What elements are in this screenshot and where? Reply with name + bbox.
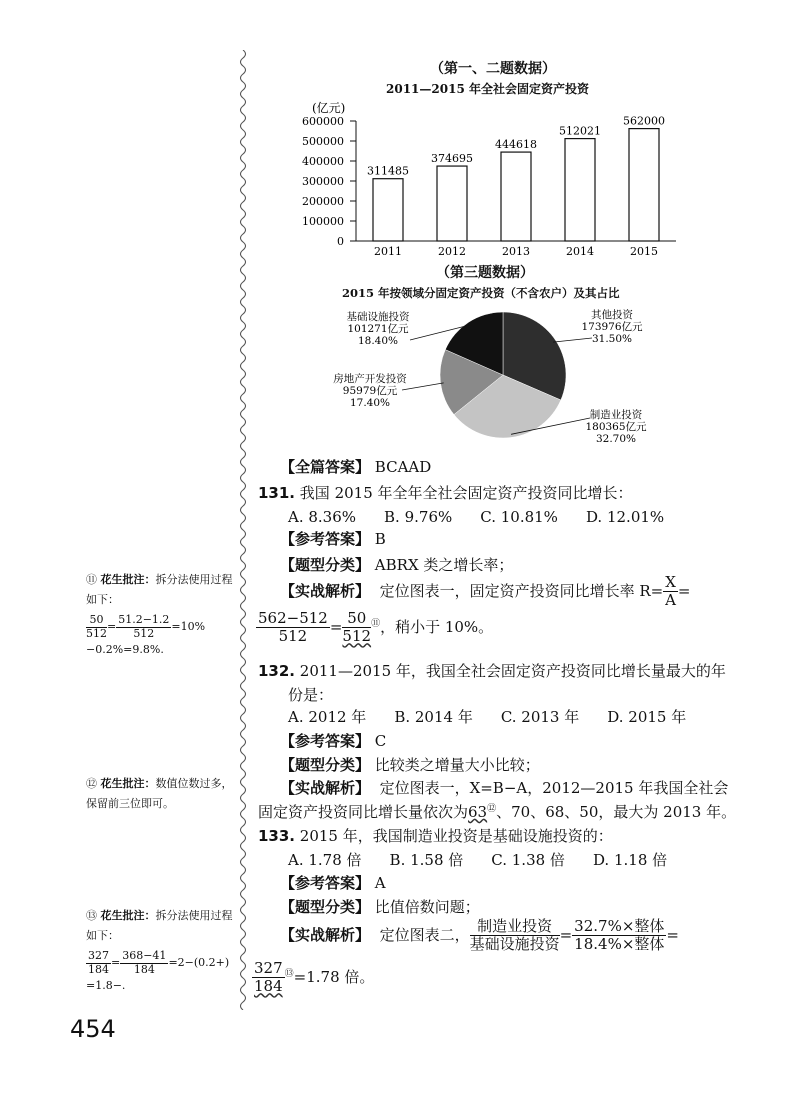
option-d: D. 12.01% xyxy=(585,508,665,526)
y-tick-label: 200000 xyxy=(302,195,344,208)
pie-label-percent: 17.40% xyxy=(349,397,391,409)
q131-ref: 【参考答案】 B xyxy=(280,530,386,548)
q133-analysis-2: $\frac{327}{184}$ ⑬=1.78 倍。 xyxy=(254,959,375,996)
pie-label-name: 房地产开发投资 xyxy=(333,373,407,385)
q131-analysis-1: 【实战解析】 定位图表一，固定资产投资同比增长率 R= $\frac{X}{A}$ = xyxy=(280,573,691,610)
fraction: $\frac{X}{A}$ xyxy=(665,573,676,610)
y-tick-label: 600000 xyxy=(302,115,344,128)
x-tick-label: 2014 xyxy=(566,245,594,258)
pie-label-percent: 32.70% xyxy=(595,433,637,445)
bar-value-label: 311485 xyxy=(367,164,409,178)
q131-stem: 131. 我国 2015 年全年全社会固定资产投资同比增长： xyxy=(258,484,633,502)
x-tick-label: 2011 xyxy=(374,245,402,258)
bar-value-label: 562000 xyxy=(623,114,665,128)
x-tick-label: 2013 xyxy=(502,245,530,258)
q132-type: 【题型分类】 比较类之增量大小比较； xyxy=(280,756,540,774)
option-a: A. 2012 年 xyxy=(288,708,367,726)
option-a: A. 8.36% xyxy=(288,508,357,526)
chart2-title: 2015 年按领域分固定资产投资（不含农户）及其占比 xyxy=(342,286,620,300)
sidenote-11: ⑪ 花生批注：拆分法使用过程如下： $\frac{50}{512}$ = $\frac{51.2-1.2}{512}$ =10% −0.2%=9.8%. xyxy=(86,573,233,657)
chart1-title: 2011—2015 年全社会固定资产投资 xyxy=(386,82,589,96)
q133-options xyxy=(288,849,695,870)
answer-all: 【全篇答案】 BCAAD xyxy=(280,458,432,476)
page-number: 454 xyxy=(70,1015,116,1043)
q133-ref: 【参考答案】 A xyxy=(280,874,386,892)
pie-label-name: 基础设施投资 xyxy=(346,311,410,323)
option-b: B. 2014 年 xyxy=(394,708,473,726)
pie-label-percent: 18.40% xyxy=(357,335,399,347)
y-tick-label: 400000 xyxy=(302,155,344,168)
q131-options xyxy=(288,508,692,526)
bar-value-label: 444618 xyxy=(495,138,537,152)
fraction: $\frac{50}{512}$ xyxy=(342,609,372,646)
option-c: C. 1.38 倍 xyxy=(491,851,565,869)
y-tick-label: 100000 xyxy=(302,215,344,228)
y-tick-label: 500000 xyxy=(302,135,344,148)
y-tick-label: 0 xyxy=(337,235,344,248)
bar-value-label: 512021 xyxy=(559,124,601,138)
q132-analysis-1: 【实战解析】 定位图表一，X=B−A，2012—2015 年我国全社会 xyxy=(280,779,729,797)
option-d: D. 2015 年 xyxy=(607,708,687,726)
q132-analysis-2: 固定资产投资同比增长量依次为63⑫、70、68、50，最大为 2013 年。 xyxy=(258,803,737,821)
fraction: $\frac{\text{32.7\%×整体}}{\text{18.4\%×整体}}$ xyxy=(574,917,665,954)
option-d: D. 1.18 倍 xyxy=(592,851,668,869)
option-c: C. 10.81% xyxy=(480,508,558,526)
section2-label: （第三题数据） xyxy=(436,265,534,281)
fraction: $\frac{327}{184}$ xyxy=(254,959,283,996)
fraction: $\frac{\text{制造业投资}}{\text{基础设施投资}}$ xyxy=(469,917,560,954)
section1-label: （第一、二题数据） xyxy=(430,61,556,77)
y-tick-label: 300000 xyxy=(302,175,344,188)
option-b: B. 1.58 倍 xyxy=(389,851,464,869)
x-tick-label: 2015 xyxy=(630,245,658,258)
pie-label-name: 制造业投资 xyxy=(589,409,643,421)
option-a: A. 1.78 倍 xyxy=(288,851,362,869)
bar-value-label: 374695 xyxy=(431,152,473,166)
pie-label-name: 其他投资 xyxy=(591,309,633,321)
pie-label-value: 180365亿元 xyxy=(585,421,647,433)
q133-analysis-1: 【实战解析】 定位图表二， $\frac{\text{制造业投资}}{\text{基础设施投资}}$ = $\frac{\text{32.7\%×整体}}{\text{18.4\%×整体}}$ = xyxy=(280,917,679,954)
fraction: $\frac{562-512}{512}$ xyxy=(258,609,328,646)
pie-label-value: 101271亿元 xyxy=(347,323,409,335)
y-axis-label: (亿元) xyxy=(312,101,346,115)
sidenote-13: ⑬ 花生批注：拆分法使用过程如下： $\frac{327}{184}$ = $\frac{368-41}{184}$ =2−(0.2+) =1.8−. xyxy=(86,909,233,993)
q131-analysis-2: $\frac{562-512}{512}$ = $\frac{50}{512}$ ⑪，稍小于 10%。 xyxy=(258,609,494,646)
q132-stem-2: 份是： xyxy=(288,686,334,704)
pie-label-value: 95979亿元 xyxy=(342,385,398,397)
x-tick-label: 2012 xyxy=(438,245,466,258)
pie-label-percent: 31.50% xyxy=(591,333,633,345)
option-b: B. 9.76% xyxy=(384,508,453,526)
pie-label-value: 173976亿元 xyxy=(581,321,643,333)
q132-stem-1: 132. 2011—2015 年，我国全社会固定资产投资同比增长量最大的年 xyxy=(258,662,726,680)
main-content xyxy=(254,0,737,1094)
q131-type: 【题型分类】 ABRX 类之增长率； xyxy=(280,556,514,574)
q132-ref: 【参考答案】 C xyxy=(280,732,387,750)
q133-stem: 133. 2015 年，我国制造业投资是基础设施投资的： xyxy=(258,827,613,845)
sidenote-12: ⑫ 花生批注：数值位数过多，保留前三位即可。 xyxy=(86,777,233,810)
q133-type: 【题型分类】 比值倍数问题； xyxy=(280,898,480,916)
wavy-divider xyxy=(236,50,250,1010)
q132-options xyxy=(288,706,714,727)
option-c: C. 2013 年 xyxy=(500,708,580,726)
